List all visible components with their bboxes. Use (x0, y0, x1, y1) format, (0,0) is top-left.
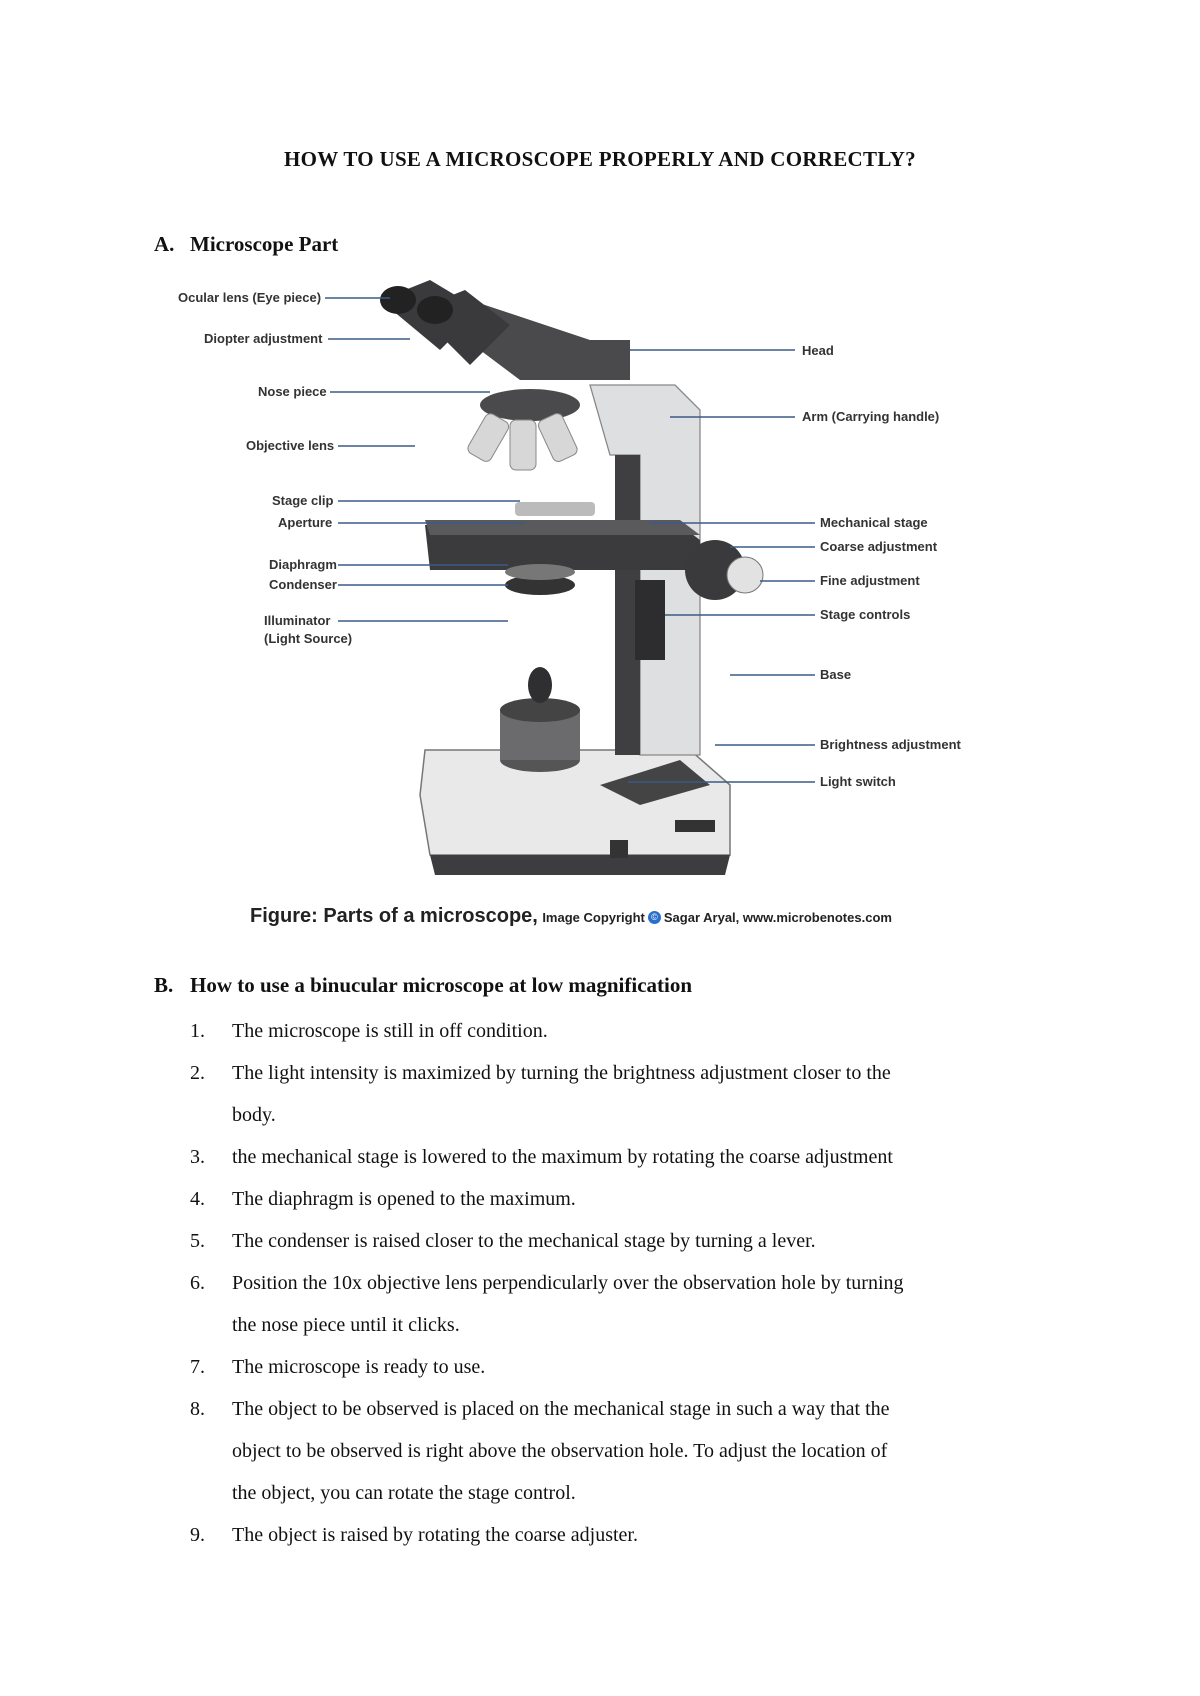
step-item (190, 1220, 1060, 1262)
caption-copyright: Image Copyright (542, 910, 645, 925)
step-item (190, 1514, 1060, 1556)
label-stage-controls: Stage controls (820, 607, 911, 622)
caption-main: Figure: Parts of a microscope, (250, 905, 538, 927)
label-coarse: Coarse adjustment (820, 539, 938, 554)
section-b-heading (154, 973, 692, 998)
step-number: 4. (190, 1188, 205, 1210)
light-switch-shape (610, 840, 628, 858)
brightness-knob-shape (675, 820, 715, 832)
document-title: HOW TO USE A MICROSCOPE PROPERLY AND CORRECTLY? (284, 147, 916, 171)
stage-clip-shape (515, 502, 595, 516)
step-text-line: The condenser is raised closer to the mechanical stage by turning a lever. (232, 1230, 816, 1252)
step-number: 2. (190, 1062, 205, 1084)
step-text-line: The diaphragm is opened to the maximum. (232, 1188, 576, 1210)
section-a-heading (154, 232, 338, 257)
label-mech-stage: Mechanical stage (820, 515, 928, 530)
copyright-icon: © (648, 911, 661, 924)
microscope-figure (170, 280, 1050, 940)
label-ocular: Ocular lens (Eye piece) (178, 290, 322, 305)
step-number: 7. (190, 1356, 205, 1378)
step-number: 9. (190, 1524, 205, 1546)
step-number: 3. (190, 1146, 205, 1168)
label-illuminator: Illuminator (264, 613, 331, 628)
label-light-switch: Light switch (820, 774, 896, 789)
label-aperture: Aperture (278, 515, 333, 530)
step-item (190, 1136, 1060, 1178)
figure-caption (250, 905, 892, 928)
label-diopter: Diopter adjustment (204, 331, 323, 346)
label-arm: Arm (Carrying handle) (802, 409, 940, 424)
objective-lens-1 (466, 412, 511, 464)
step-item (190, 1346, 1060, 1388)
fine-knob-shape (727, 557, 763, 593)
step-text-line: The microscope is ready to use. (232, 1356, 486, 1378)
caption-credit: Sagar Aryal, www.microbenotes.com (663, 910, 892, 925)
step-text-line: object to be observed is right above the observation hole. To adjust the location of (232, 1440, 888, 1462)
label-nosepiece: Nose piece (258, 384, 327, 399)
steps-list (190, 1010, 1060, 1556)
eyepiece-left (380, 286, 416, 314)
diaphragm-shape (505, 564, 575, 580)
step-text-line: The light intensity is maximized by turning the brightness adjustment closer to the (232, 1062, 891, 1084)
step-item (190, 1262, 1060, 1346)
step-number: 8. (190, 1398, 205, 1420)
step-item (190, 1178, 1060, 1220)
step-number: 1. (190, 1020, 205, 1042)
section-a-title: Microscope Part (190, 232, 339, 256)
label-light-source: (Light Source) (264, 631, 353, 646)
step-number: 5. (190, 1230, 205, 1252)
label-brightness: Brightness adjustment (820, 737, 961, 752)
step-item (190, 1388, 1060, 1514)
label-base: Base (820, 667, 852, 682)
section-b-title: How to use a binucular microscope at low magnification (190, 973, 693, 997)
label-diaphragm: Diaphragm (269, 557, 337, 572)
microscope-diagram (170, 280, 1050, 940)
objective-lens-3 (536, 412, 579, 464)
stage-control-shape (635, 580, 665, 660)
step-text-line: the mechanical stage is lowered to the maximum by rotating the coarse adjustment (232, 1146, 893, 1168)
label-stage-clip: Stage clip (272, 493, 334, 508)
step-text-line: the object, you can rotate the stage control. (232, 1482, 576, 1504)
section-a-letter: A. (154, 232, 175, 256)
step-number: 6. (190, 1272, 205, 1294)
illuminator-lamp-shape (528, 667, 552, 703)
step-text-line: Position the 10x objective lens perpendicularly over the observation hole by turning (232, 1272, 904, 1294)
section-b-letter: B. (154, 973, 174, 997)
step-text-line: body. (232, 1104, 276, 1126)
base-shadow (430, 855, 730, 875)
label-objective: Objective lens (246, 438, 335, 453)
label-fine: Fine adjustment (820, 573, 920, 588)
step-text-line: The object to be observed is placed on the mechanical stage in such a way that the (232, 1398, 890, 1420)
eyepiece-right (417, 296, 453, 324)
step-text-line: the nose piece until it clicks. (232, 1314, 460, 1336)
label-condenser: Condenser (269, 577, 337, 592)
step-item (190, 1010, 1060, 1052)
step-text-line: The microscope is still in off condition. (232, 1020, 548, 1042)
step-text-line: The object is raised by rotating the coarse adjuster. (232, 1524, 638, 1546)
objective-lens-2 (510, 420, 536, 470)
label-head: Head (802, 343, 834, 358)
step-item (190, 1052, 1060, 1136)
